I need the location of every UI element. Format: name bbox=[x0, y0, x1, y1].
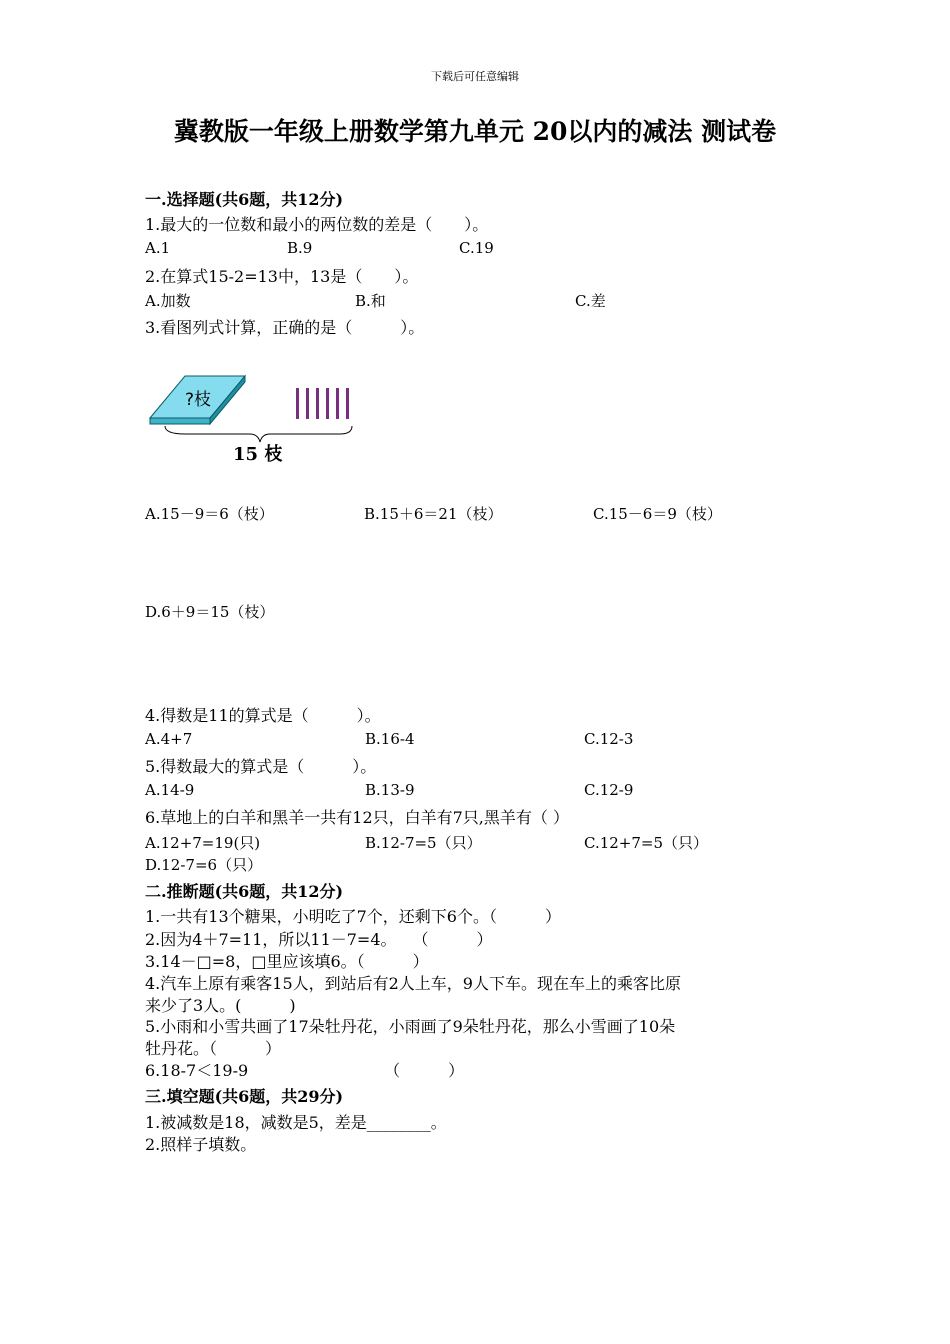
option: A.加数 bbox=[145, 292, 191, 310]
question-text: 6.18-7＜19-9 （ ） bbox=[145, 1061, 465, 1080]
pencil-stick bbox=[306, 388, 309, 419]
total-label: 15 枝 bbox=[233, 444, 283, 465]
option: C.15－6＝9（枝） bbox=[593, 505, 722, 523]
header-note: 下载后可任意编辑 bbox=[431, 70, 519, 83]
question-text: 3.14－□=8，□里应该填6。（ ） bbox=[145, 952, 429, 971]
section-heading: 二.推断题(共6题，共12分) bbox=[145, 882, 344, 901]
question-text: 1.最大的一位数和最小的两位数的差是（ ）。 bbox=[145, 215, 489, 234]
question-text: 1.被减数是18，减数是5，差是________。 bbox=[145, 1113, 447, 1132]
pencil-stick bbox=[346, 388, 349, 419]
option: A.15－9＝6（枝） bbox=[145, 505, 274, 523]
option: B.和 bbox=[355, 292, 386, 310]
option: A.4+7 bbox=[145, 730, 193, 748]
pencil-stick bbox=[336, 388, 339, 419]
option: B.13-9 bbox=[365, 781, 415, 799]
question-text: 来少了3人。( ) bbox=[145, 996, 296, 1015]
question-text: 1.一共有13个糖果，小明吃了7个，还剩下6个。（ ） bbox=[145, 907, 561, 926]
question-text: 2.因为4＋7=11，所以11－7=4。 （ ） bbox=[145, 930, 493, 949]
question-text: 2.照样子填数。 bbox=[145, 1135, 257, 1154]
option: C.19 bbox=[459, 239, 494, 257]
pencil-stick bbox=[326, 388, 329, 419]
pencil-figure bbox=[145, 368, 365, 472]
question-text: 3.看图列式计算，正确的是（ ）。 bbox=[145, 318, 425, 337]
option: D.12-7=6（只） bbox=[145, 856, 263, 874]
question-text: 6.草地上的白羊和黑羊一共有12只，白羊有7只,黑羊有（ ） bbox=[145, 808, 569, 827]
option: B.15＋6＝21（枝） bbox=[364, 505, 503, 523]
option: D.6＋9＝15（枝） bbox=[145, 603, 275, 621]
question-text: 4.得数是11的算式是（ ）。 bbox=[145, 706, 381, 725]
option: B.16-4 bbox=[365, 730, 415, 748]
option: C.差 bbox=[575, 292, 606, 310]
question-text: 5.得数最大的算式是（ ）。 bbox=[145, 757, 377, 776]
section-heading: 三.填空题(共6题，共29分) bbox=[145, 1087, 344, 1106]
question-text: 2.在算式15-2=13中，13是（ ）。 bbox=[145, 267, 419, 286]
section-heading: 一.选择题(共6题，共12分) bbox=[145, 190, 344, 209]
option: C.12-9 bbox=[584, 781, 634, 799]
option: A.1 bbox=[145, 239, 171, 257]
book-label: ?枝 bbox=[185, 390, 212, 410]
option: B.12-7=5（只） bbox=[365, 834, 482, 852]
pencil-sticks bbox=[296, 388, 349, 419]
pencil-stick bbox=[296, 388, 299, 419]
option: A.12+7=19(只) bbox=[145, 834, 261, 852]
option: B.9 bbox=[287, 239, 313, 257]
question-text: 4.汽车上原有乘客15人，到站后有2人上车，9人下车。现在车上的乘客比原 bbox=[145, 974, 681, 993]
option: A.14-9 bbox=[145, 781, 195, 799]
question-text: 5.小雨和小雪共画了17朵牡丹花，小雨画了9朵牡丹花，那么小雪画了10朵 bbox=[145, 1017, 676, 1036]
option: C.12+7=5（只） bbox=[584, 834, 709, 852]
pencil-stick bbox=[316, 388, 319, 419]
page-title: 冀教版一年级上册数学第九单元 20以内的减法 测试卷 bbox=[173, 117, 777, 146]
question-text: 牡丹花。（ ） bbox=[145, 1039, 282, 1058]
option: C.12-3 bbox=[584, 730, 634, 748]
